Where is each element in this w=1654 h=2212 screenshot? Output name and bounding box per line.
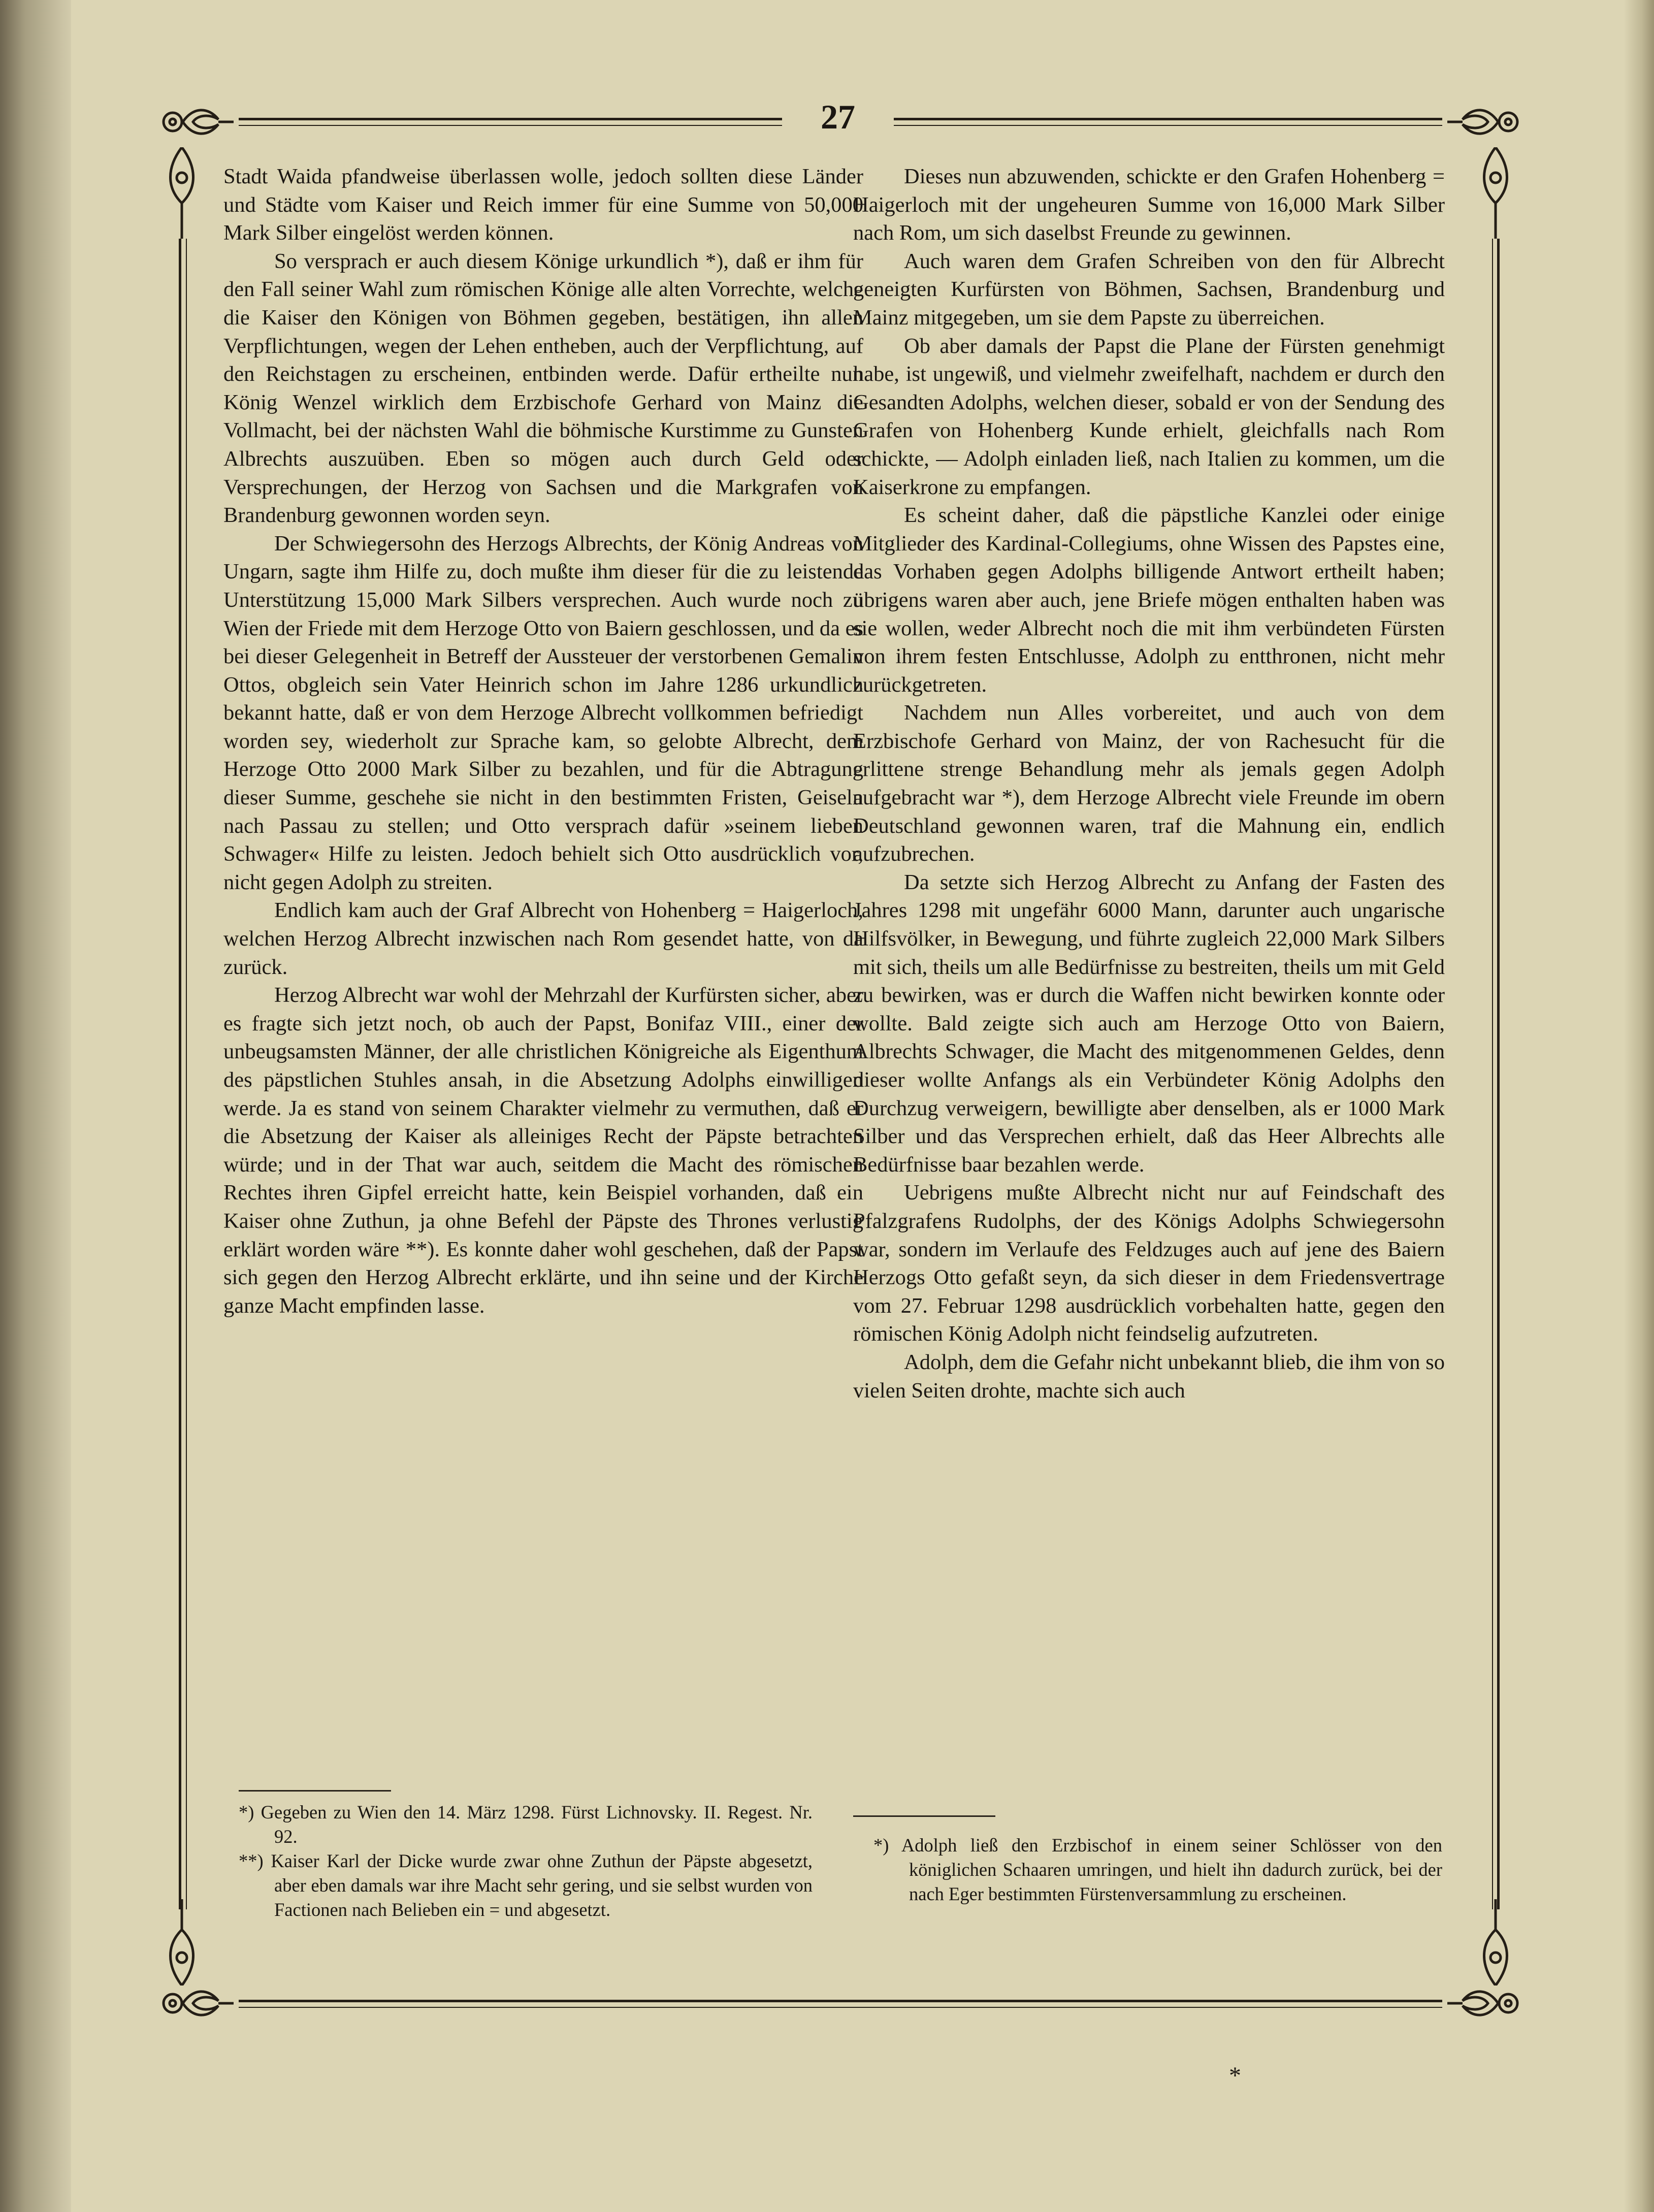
page-number: 27 bbox=[821, 97, 855, 136]
side-ornament-bottom-left-icon bbox=[161, 1899, 202, 1986]
right-column bbox=[853, 162, 1445, 1405]
left-rule-thin bbox=[186, 239, 187, 1909]
side-ornament-bottom-right-icon bbox=[1475, 1899, 1516, 1986]
corner-ornament-bottom-left-icon bbox=[157, 1980, 234, 2026]
bottom-rule-thin bbox=[239, 2007, 1442, 2008]
right-paragraph-7: Uebrigens mußte Albrecht nicht nur auf Feindschaft des Pfalzgrafens Rudolphs, der des Königs Adolphs Schwiegersohn war, sondern im Verlaufe des Feldzuges auch auf jene des Baiern Herzogs Otto gefaßt seyn, da sich dieser in dem Friedensvertrage vom 27. Februar 1298 ausdrücklich vorbehalten hatte, gegen den römischen König Adolph nicht feindselig aufzutreten. bbox=[853, 1181, 1445, 1346]
corner-ornament-bottom-right-icon bbox=[1447, 1980, 1523, 2026]
side-ornament-top-right-icon bbox=[1475, 147, 1516, 239]
right-paragraph-4: Es scheint daher, daß die päpstliche Kanzlei oder einige Mitglieder des Kardinal-Collegiums, ohne Wissen des Papstes eine, das Vorhaben gegen Adolphs billigende Antwort ertheilt haben; übrigens waren aber auch, jene Briefe mögen enthalten haben was sie wollen, weder Albrecht noch die mit ihm verbündeten Fürsten von ihrem festen Entschlusse, Adolph zu entthronen, nicht mehr zurückgetreten. bbox=[853, 503, 1445, 697]
left-paragraph-5: Herzog Albrecht war wohl der Mehrzahl der Kurfürsten sicher, aber es fragte sich jetzt noch, ob auch der Papst, Bonifaz VIII., einer der unbeugsamsten Männer, der alle christlichen Königreiche als Eigenthum des päpstlichen Stuhles ansah, in die Absetzung Adolphs einwilligen werde. Ja es stand von seinem Charakter vielmehr zu vermuthen, daß er die Absetzung der Kaiser als alleiniges Recht der Päpste betrachten würde; und in der That war auch, seitdem die Macht des römischen Rechtes ihren Gipfel erreicht hatte, kein Beispiel vorhanden, daß ein Kaiser ohne Zuthun, ja ohne Befehl der Päpste des Thrones verlustig erklärt worden wäre **). Es konnte daher wohl geschehen, daß der Papst sich gegen den Herzog Albrecht erklärte, und ihn seine und der Kirche ganze Macht empfinden lasse. bbox=[223, 983, 863, 1318]
left-footnotes bbox=[239, 1800, 813, 1922]
right-paragraph-3: Ob aber damals der Papst die Plane der Fürsten genehmigt habe, ist ungewiß, und vielmehr zweifelhaft, nachdem er durch den Gesandten Adolphs, welchen dieser, sobald er von der Sendung des Grafen von Hohenberg Kunde erhielt, gleichfalls nach Rom schickte, — Adolph einladen ließ, nach Italien zu kommen, um die Kaiserkrone zu empfangen. bbox=[853, 334, 1445, 499]
top-rule-left bbox=[239, 118, 782, 120]
top-rule-left-thin bbox=[239, 125, 782, 126]
left-column bbox=[223, 162, 863, 1320]
right-footnote-rule bbox=[853, 1815, 995, 1817]
left-footnote-2: **) Kaiser Karl der Dicke wurde zwar ohne Zuthun der Päpste abgesetzt, aber eben damals war ihre Macht sehr gering, und sie selbst wurden von Factionen nach Belieben ein = und abgesetzt. bbox=[239, 1850, 813, 1920]
top-rule-right bbox=[894, 118, 1442, 120]
left-rule bbox=[179, 239, 181, 1909]
right-footnotes bbox=[873, 1833, 1442, 1906]
right-rule-thin bbox=[1492, 239, 1493, 1909]
right-footnote-1: *) Adolph ließ den Erzbischof in einem seiner Schlösser von den königlichen Schaaren umringen, und hielt ihn dadurch zurück, bei der nach Eger bestimmten Fürstenversammlung zu erscheinen. bbox=[873, 1835, 1442, 1904]
page-edge bbox=[1624, 0, 1654, 2212]
top-rule-right-thin bbox=[894, 125, 1442, 126]
right-paragraph-8: Adolph, dem die Gefahr nicht unbekannt blieb, die ihm von so vielen Seiten drohte, machte sich auch bbox=[853, 1350, 1445, 1403]
left-paragraph-4: Endlich kam auch der Graf Albrecht von Hohenberg = Haigerloch, welchen Herzog Albrecht inzwischen nach Rom gesendet hatte, von da zurück. bbox=[223, 898, 863, 979]
right-rule bbox=[1497, 239, 1500, 1909]
right-paragraph-1: Dieses nun abzuwenden, schickte er den Grafen Hohenberg = Haigerloch mit der ungeheuren Summe von 16,000 Mark Silber nach Rom, um sich daselbst Freunde zu gewinnen. bbox=[853, 165, 1445, 245]
left-footnote-1: *) Gegeben zu Wien den 14. März 1298. Fürst Lichnovsky. II. Regest. Nr. 92. bbox=[239, 1802, 813, 1847]
left-paragraph-2: So versprach er auch diesem Könige urkundlich *), daß er ihm für den Fall seiner Wahl zum römischen Könige alle alten Vorrechte, welche die Kaiser den Königen von Böhmen gegeben, bestätigen, ihn allen Verpflichtungen, wegen der Lehen entheben, auch der Verpflichtung, auf den Reichstagen zu erscheinen, entbinden werde. Dafür ertheilte nun König Wenzel wirklich dem Erzbischofe Gerhard von Mainz die Vollmacht, bei der nächsten Wahl die böhmische Kurstimme zu Gunsten Albrechts auszuüben. Eben so mögen auch durch Geld oder Versprechungen, der Herzog von Sachsen und die Markgrafen von Brandenburg gewonnen worden seyn. bbox=[223, 249, 863, 528]
right-paragraph-5: Nachdem nun Alles vorbereitet, und auch von dem Erzbischofe Gerhard von Mainz, der von Rachesucht für die erlittene strenge Behandlung mehr als jemals gegen Adolph aufgebracht war *), dem Herzoge Albrecht viele Freunde im obern Deutschland gewonnen waren, traf die Mahnung ein, endlich aufzubrechen. bbox=[853, 701, 1445, 866]
binding-shadow bbox=[0, 0, 71, 2212]
left-paragraph-3: Der Schwiegersohn des Herzogs Albrechts, der König Andreas von Ungarn, sagte ihm Hilfe zu, doch mußte ihm dieser für die zu leistende Unterstützung 15,000 Mark Silbers versprechen. Auch wurde noch zu Wien der Friede mit dem Herzoge Otto von Baiern geschlossen, und da es bei dieser Gelegenheit in Betreff der Aussteuer der verstorbenen Gemalin Ottos, obgleich sein Vater Heinrich schon im Jahre 1286 urkundlich bekannt hatte, daß er von dem Herzoge Albrecht vollkommen befriedigt worden sey, wiederholt zur Sprache kam, so gelobte Albrecht, dem Herzoge Otto 2000 Mark Silber zu bezahlen, und für die Abtragung dieser Summe, geschehe sie nicht in den bestimmten Fristen, Geiseln nach Passau zu stellen; und Otto versprach dafür »seinem lieben Schwager« Hilfe zu leisten. Jedoch behielt sich Otto ausdrücklich vor, nicht gegen Adolph zu streiten. bbox=[223, 531, 863, 894]
corner-ornament-top-left-icon bbox=[157, 99, 234, 145]
right-paragraph-6: Da setzte sich Herzog Albrecht zu Anfang der Fasten des Jahres 1298 mit ungefähr 6000 Mann, darunter auch ungarische Hilfsvölker, in Bewegung, und führte zugleich 22,000 Mark Silbers mit sich, theils um alle Bedürfnisse zu bestreiten, theils um mit Geld zu bewirken, was er durch die Waffen nicht bewirken konnte oder wollte. Bald zeigte sich auch am Herzoge Otto von Baiern, Albrechts Schwager, die Macht des mitgenommenen Geldes, denn dieser wollte Anfangs als ein Verbündeter König Adolphs den Durchzug verweigern, bewilligte aber denselben, als er 1000 Mark Silber und das Versprechen erhielt, daß das Heer Albrechts alle Bedürfnisse baar bezahlen werde. bbox=[853, 870, 1445, 1177]
left-paragraph-1: Stadt Waida pfandweise überlassen wolle, jedoch sollten diese Länder und Städte vom Kaiser und Reich immer für eine Summe von 50,000 Mark Silber eingelöst werden können. bbox=[223, 165, 863, 245]
left-footnote-rule bbox=[239, 1790, 391, 1792]
corner-ornament-top-right-icon bbox=[1447, 99, 1523, 145]
signature-mark: * bbox=[1229, 2062, 1241, 2089]
right-paragraph-2: Auch waren dem Grafen Schreiben von den für Albrecht geneigten Kurfürsten von Böhmen, Sachsen, Brandenburg und Mainz mitgegeben, um sie dem Papste zu überreichen. bbox=[853, 249, 1445, 330]
side-ornament-top-left-icon bbox=[161, 147, 202, 239]
bottom-rule bbox=[239, 2000, 1442, 2002]
